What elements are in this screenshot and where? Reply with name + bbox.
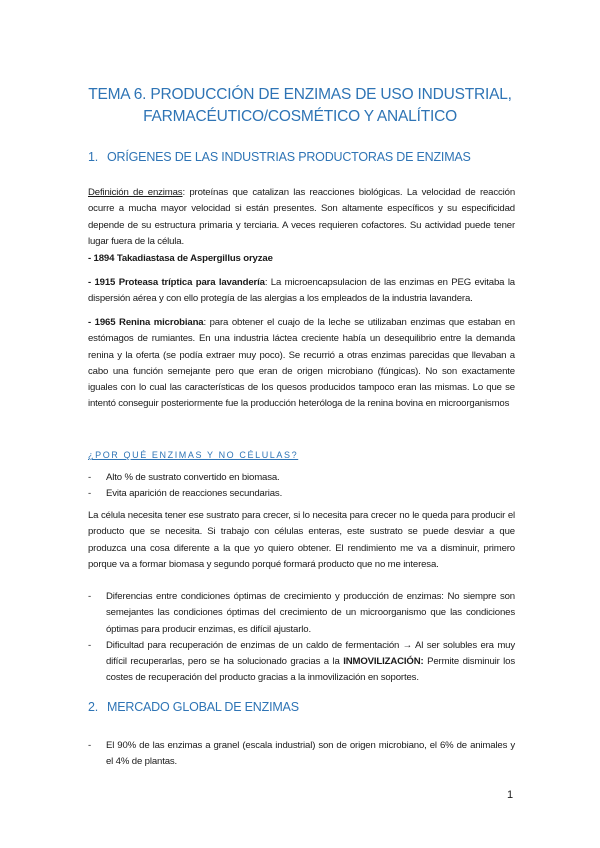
- title-line-2: FARMACÉUTICO/COSMÉTICO Y ANALÍTICO: [143, 108, 457, 125]
- milestone-1915: [88, 275, 515, 308]
- section-1-title: ORÍGENES DE LAS INDUSTRIAS PRODUCTORAS DE ENZIMAS: [107, 150, 471, 164]
- page-number: 1: [507, 789, 514, 801]
- market-list: [88, 738, 515, 771]
- section-2-number: 2.: [88, 700, 99, 714]
- milestone-1965: [88, 315, 515, 413]
- title-line-1: TEMA 6. PRODUCCIÓN DE ENZIMAS DE USO INDUSTRIAL,: [88, 86, 512, 103]
- milestone-1965-label: - 1965 Renina microbiana: [88, 317, 204, 328]
- reasons-list: [88, 470, 515, 503]
- section-1-number: 1.: [88, 150, 99, 164]
- definition-text: : proteínas que catalizan las reacciones biológicas. La velocidad de reacción ocurre a mucha mayor velocidad si están presentes. Son altamente específicos y su especificidad depende de su estructura primaria y terciaria. A veces requieren cofactores. Su actividad puede tener lugar fuera de la célula.: [88, 187, 516, 247]
- section-2-title: MERCADO GLOBAL DE ENZIMAS: [107, 700, 299, 714]
- definition-label: Definición de enzimas: [88, 187, 183, 198]
- milestone-1894: [88, 251, 515, 267]
- document-title: [60, 84, 540, 128]
- milestone-1965-text: : para obtener el cuajo de la leche se utilizaban enzimas que estaban en estómagos de rumiantes. En una industria láctea creciente había un desequilibrio entre la demanda renina y la oferta (se podía extraer muy poco). Se recurrió a otras enzimas parecidas que llevaban a cabo una función semejante pero que eran de origen microbiano (fúngicas). No son exactamente iguales con lo cual las características de los quesos producidos tampoco eran las mismas. Lo que se intentó conseguir posteriormente fue la producción heteróloga de la renina bovina en microorganismos: [88, 317, 515, 410]
- list-item: [88, 638, 515, 687]
- explanation-paragraph: La célula necesita tener ese sustrato para crecer, si lo necesita para crecer no le queda para producir el producto que se necesita. Si trabajo con células enteras, este sustrato se puede desviar a que produzca una cosa diferente a la que yo quiero obtener. El rendimiento me va a disminuir, primero porque va a formar biomasa y segundo porqué formará producto que no me interesa.: [88, 510, 515, 570]
- difficulty-2-text-a: Dificultad para recuperación de enzimas de un caldo de fermentación → Al ser solubles era muy difícil recuperarlas, pero se ha solucionado gracias a la: [106, 639, 515, 668]
- difficulties-list: [88, 589, 515, 687]
- section-1-heading: [88, 150, 471, 164]
- list-item: - Diferencias entre condiciones óptimas de crecimiento y producción de enzimas: No siempre son semejantes las condiciones óptimas del crecimiento de un microorganismo que las condiciones óptimas para producir enzimas, es difícil ajustarlo.: [88, 589, 515, 638]
- section-2-heading: [88, 700, 299, 714]
- list-item: - Evita aparición de reacciones secundarias.: [88, 486, 515, 502]
- milestone-1915-text: : La microencapsulacion de las enzimas en PEG evitaba la dispersión aérea y con ello protegía de las alergias a los empleados de la industria lavandera.: [88, 277, 515, 305]
- difficulty-2-text-b: Permite disminuir los costes de recuperación del producto gracias a la inmovilización en soportes.: [106, 656, 515, 684]
- why-enzymes-heading: ¿POR QUÉ ENZIMAS Y NO CÉLULAS?: [88, 450, 299, 460]
- milestone-1894-text: - 1894 Takadiastasa de Aspergillus oryzae: [88, 253, 273, 264]
- difficulty-2-bold: INMOVILIZACIÓN:: [343, 656, 424, 668]
- milestone-1915-label: - 1915 Proteasa tríptica para lavandería: [88, 277, 265, 288]
- definition-paragraph: [88, 185, 515, 250]
- list-item: - Alto % de sustrato convertido en biomasa.: [88, 470, 515, 486]
- list-item: - El 90% de las enzimas a granel (escala industrial) son de origen microbiano, el 6% de animales y el 4% de plantas.: [88, 738, 515, 771]
